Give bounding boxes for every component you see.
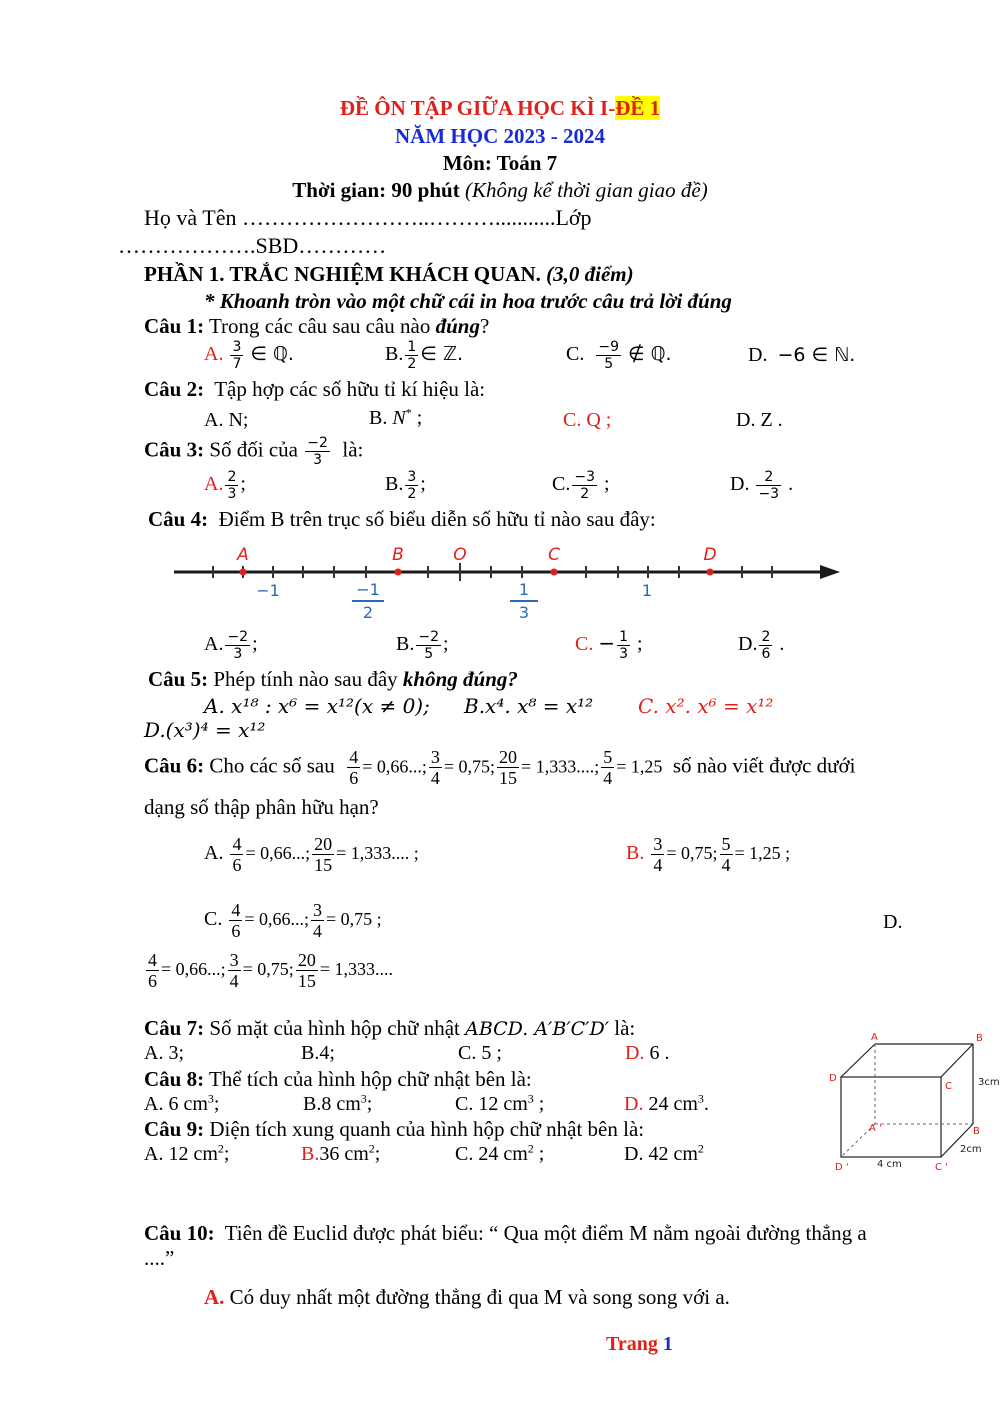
q3-option-c[interactable]: C. $\frac{-3}{2}$ ; xyxy=(552,469,610,502)
box-dim-depth: 2cm xyxy=(960,1144,982,1155)
q5-option-a[interactable]: A. x¹⁸ : x⁶ = x¹²(x ≠ 0); xyxy=(204,694,430,718)
q6-option-d-letter[interactable]: D. xyxy=(883,911,903,933)
box-label-c2: C ' xyxy=(935,1162,948,1173)
number-line xyxy=(160,540,850,625)
box-label-b2: B xyxy=(973,1126,980,1137)
tick-label-neg-one: −1 xyxy=(256,581,280,600)
part1-title: PHẦN 1. TRẮC NGHIỆM KHÁCH QUAN. (3,0 điểm) xyxy=(144,262,634,286)
q1-option-b[interactable]: B. $\frac{1}{2}$ ∈ ℤ. xyxy=(385,339,464,372)
q4-stem: Câu 4: Điểm B trên trục số biểu diễn số hữu tỉ nào sau đây: xyxy=(148,507,656,531)
q2-option-c[interactable]: C. Q ; xyxy=(563,409,612,431)
q9-option-a[interactable]: A. 12 $cm^2$; xyxy=(144,1141,230,1165)
q7-option-c[interactable]: C. 5 ; xyxy=(458,1042,502,1064)
q1-option-d[interactable]: D. −6 ∈ ℕ. xyxy=(748,344,856,366)
q4-option-d[interactable]: D. $\frac{2}{6}$ . xyxy=(738,629,785,662)
q7-option-d[interactable]: D. 6 . xyxy=(625,1042,670,1064)
subject: Môn: Toán 7 xyxy=(442,151,558,175)
q2-stem: Câu 2: Tập hợp các số hữu tỉ kí hiệu là: xyxy=(144,377,486,401)
q2-option-a[interactable]: A. N; xyxy=(204,409,249,431)
q2-option-b[interactable]: B. N* ; xyxy=(369,405,423,429)
box-diagram xyxy=(825,1030,1000,1175)
q7-option-a[interactable]: A. 3; xyxy=(144,1042,184,1064)
name-line: Họ và Tên ……………………..………...........Lớp xyxy=(144,205,592,230)
box-label-a: A xyxy=(871,1032,878,1043)
q9-option-c[interactable]: C. 24 $cm^2$ ; xyxy=(455,1141,545,1165)
box-label-b: B xyxy=(976,1033,983,1044)
q6-stem: Câu 6: Cho các số sau $\frac{4}{6}$ = 0,66...; $\frac{3}{4}$ = 0,75; $\frac{20}{15}$ = 1,333....; $\frac{5}{4}$ = 1,25 số nào viết được dưới xyxy=(144,747,856,788)
q9-option-d[interactable]: D. 42 $cm^2$ xyxy=(624,1141,704,1165)
box-label-d2: D ' xyxy=(835,1162,849,1173)
box-label-a2: A ' xyxy=(869,1123,882,1134)
sbd-line: ……………….SBD………… xyxy=(118,233,387,258)
q4-option-a[interactable]: A. $\frac{-2}{3}$ ; xyxy=(204,629,258,662)
point-label-d: D xyxy=(703,545,717,565)
q6-option-c[interactable]: C. $\frac{4}{6}$ = 0,66...; $\frac{3}{4}$ = 0,75 ; xyxy=(204,900,382,941)
q8-stem: Câu 8: Thể tích của hình hộp chữ nhật bên là: xyxy=(144,1067,532,1091)
q3-option-a[interactable]: A. $\frac{2}{3}$ ; xyxy=(204,469,246,502)
q8-option-c[interactable]: C. 12 $cm^3$ ; xyxy=(455,1091,545,1115)
q3-option-d[interactable]: D. $\frac{2}{-3}$ . xyxy=(730,469,794,502)
q5-stem: Câu 5: Phép tính nào sau đây không đúng? xyxy=(148,667,518,691)
q3-stem: Câu 3: Số đối của $\frac{-2}{3}$ là: xyxy=(144,435,364,468)
q7-stem: Câu 7: Số mặt của hình hộp chữ nhật ABCD. A′B′C′D′ là: xyxy=(144,1016,636,1040)
time-line: Thời gian: 90 phút (Không kể thời gian giao đề) xyxy=(292,178,708,202)
q1-option-c[interactable]: C. $\frac{-9}{5}$ ∉ ℚ. xyxy=(566,339,672,372)
q8-option-b[interactable]: B.8 $cm^3$; xyxy=(303,1091,373,1115)
q4-option-c[interactable]: C. − $\frac{1}{3}$ ; xyxy=(575,629,643,662)
point-label-o: O xyxy=(453,545,467,565)
box-dim-width: 4 cm xyxy=(877,1159,902,1170)
tick-label-one: 1 xyxy=(641,581,653,600)
tick-label-third-den: 3 xyxy=(518,603,530,622)
page-footer: Trang 1 xyxy=(606,1333,673,1355)
q6-option-d[interactable]: $\frac{4}{6}$ = 0,66...; $\frac{3}{4}$ = 0,75; $\frac{20}{15}$ = 1,333.... xyxy=(148,950,393,991)
q9-option-b[interactable]: B.36 $cm^2$; xyxy=(301,1141,381,1165)
q3-option-b[interactable]: B. $\frac{3}{2}$ ; xyxy=(385,469,426,502)
q2-option-d[interactable]: D. Z . xyxy=(736,409,783,431)
q8-option-d[interactable]: D. 24 $cm^3$. xyxy=(624,1091,709,1115)
point-label-a: A xyxy=(237,545,249,565)
q9-stem: Câu 9: Diện tích xung quanh của hình hộp chữ nhật bên là: xyxy=(144,1117,645,1141)
q5-option-b[interactable]: B.x⁴. x⁸ = x¹² xyxy=(464,694,594,718)
q8-option-a[interactable]: A. 6 $cm^3$; xyxy=(144,1091,220,1115)
q5-option-c[interactable]: C. x². x⁶ = x¹² xyxy=(638,694,774,718)
tick-label-neg-half-num: −1 xyxy=(356,580,380,599)
q6-option-a[interactable]: A. $\frac{4}{6}$ = 0,66...; $\frac{20}{15}$ = 1,333.... ; xyxy=(204,834,419,875)
q5-option-d[interactable]: D.(x³)⁴ = x¹² xyxy=(144,718,266,742)
q10-option-a[interactable]: A. Có duy nhất một đường thẳng đi qua M và song song với a. xyxy=(204,1285,730,1309)
point-label-b: B xyxy=(392,545,404,565)
q6-stem-line2: dạng số thập phân hữu hạn? xyxy=(144,795,379,819)
q7-option-b[interactable]: B.4; xyxy=(301,1042,335,1064)
tick-label-neg-half-den: 2 xyxy=(362,603,374,622)
q4-option-b[interactable]: B. $\frac{-2}{5}$ ; xyxy=(396,629,449,662)
exam-number: ĐỀ 1 xyxy=(615,96,661,120)
box-label-d: D xyxy=(829,1073,837,1084)
point-label-c: C xyxy=(548,545,560,565)
q1-option-a[interactable]: A. $\frac{3}{7}$ ∈ ℚ. xyxy=(204,339,294,372)
exam-title: ĐỀ ÔN TẬP GIỮA HỌC KÌ I-ĐỀ 1 xyxy=(339,96,661,120)
part1-instruction: * Khoanh tròn vào một chữ cái in hoa trước câu trả lời đúng xyxy=(204,289,732,313)
q10-stem-line2: ....” xyxy=(144,1246,175,1270)
q10-stem: Câu 10: Tiên đề Euclid được phát biểu: “ Qua một điểm M nằm ngoài đường thẳng a xyxy=(144,1221,867,1245)
box-dim-height: 3cm xyxy=(978,1077,1000,1088)
q6-option-b[interactable]: B. $\frac{3}{4}$ = 0,75; $\frac{5}{4}$ = 1,25 ; xyxy=(626,834,791,875)
q1-stem: Câu 1: Trong các câu sau câu nào đúng? xyxy=(144,314,490,338)
box-label-c: C xyxy=(945,1081,952,1092)
tick-label-third-num: 1 xyxy=(518,580,530,599)
school-year: NĂM HỌC 2023 - 2024 xyxy=(395,124,605,148)
